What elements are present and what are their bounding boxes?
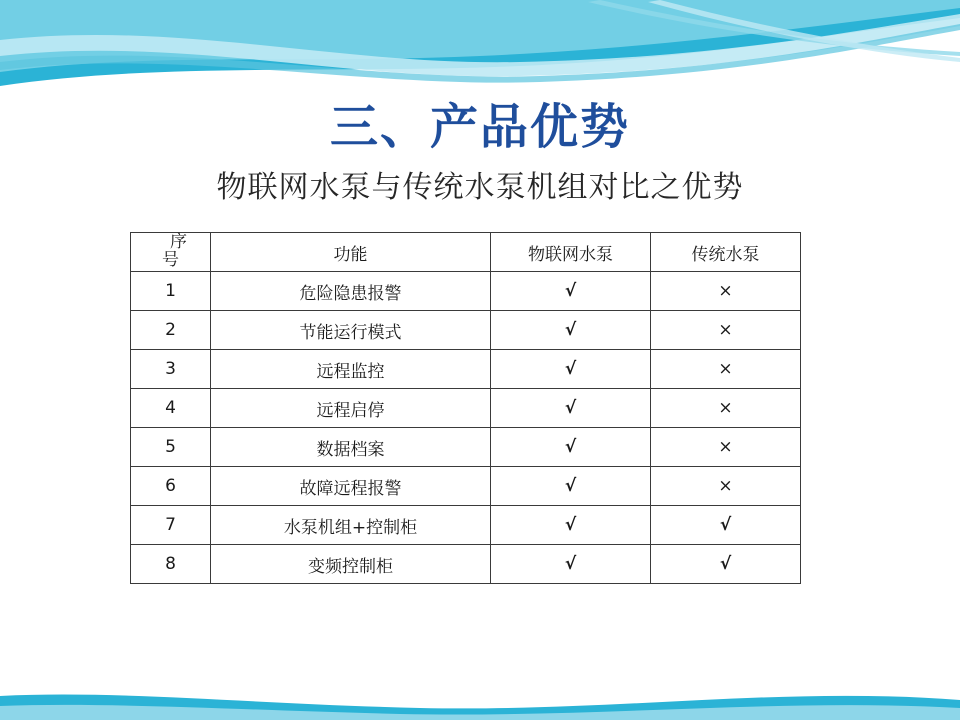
row-traditional-mark: √ xyxy=(651,506,801,545)
bottom-wave-decoration xyxy=(0,650,960,720)
table-row xyxy=(131,467,801,506)
table-row xyxy=(131,428,801,467)
row-traditional-mark: × xyxy=(651,350,801,389)
row-function: 节能运行模式 xyxy=(211,311,491,350)
comparison-table xyxy=(130,232,801,584)
row-function: 危险隐患报警 xyxy=(211,272,491,311)
header-cell-no xyxy=(131,233,211,272)
table-header-row xyxy=(131,233,801,272)
row-function: 数据档案 xyxy=(211,428,491,467)
row-traditional-mark: × xyxy=(651,389,801,428)
row-traditional-mark: √ xyxy=(651,545,801,584)
row-iot-mark: √ xyxy=(491,350,651,389)
row-function: 变频控制柜 xyxy=(211,545,491,584)
row-iot-mark: √ xyxy=(491,389,651,428)
row-iot-mark: √ xyxy=(491,428,651,467)
page-subtitle: 物联网水泵与传统水泵机组对比之优势 xyxy=(216,170,744,205)
table-row xyxy=(131,545,801,584)
header-cell-function: 功能 xyxy=(211,233,491,272)
row-traditional-mark: × xyxy=(651,311,801,350)
row-function: 远程启停 xyxy=(211,389,491,428)
row-function: 水泵机组+控制柜 xyxy=(211,506,491,545)
row-number: 2 xyxy=(131,311,211,350)
header-no-line1: 序 xyxy=(170,232,187,253)
table-row xyxy=(131,272,801,311)
row-iot-mark: √ xyxy=(491,506,651,545)
row-number: 8 xyxy=(131,545,211,584)
table-row xyxy=(131,350,801,389)
table-row xyxy=(131,311,801,350)
page-title: 三、产品优势 xyxy=(329,99,630,155)
row-number: 3 xyxy=(131,350,211,389)
row-number: 4 xyxy=(131,389,211,428)
row-iot-mark: √ xyxy=(491,311,651,350)
table-row xyxy=(131,506,801,545)
table-row xyxy=(131,389,801,428)
row-number: 6 xyxy=(131,467,211,506)
row-number: 5 xyxy=(131,428,211,467)
row-iot-mark: √ xyxy=(491,545,651,584)
header-no-line2: 号 xyxy=(162,250,179,270)
header-cell-traditional-pump: 传统水泵 xyxy=(651,233,801,272)
row-traditional-mark: × xyxy=(651,428,801,467)
row-traditional-mark: × xyxy=(651,272,801,311)
row-iot-mark: √ xyxy=(491,467,651,506)
row-iot-mark: √ xyxy=(491,272,651,311)
row-number: 1 xyxy=(131,272,211,311)
header-cell-iot-pump: 物联网水泵 xyxy=(491,233,651,272)
row-function: 远程监控 xyxy=(211,350,491,389)
row-traditional-mark: × xyxy=(651,467,801,506)
comparison-table-container xyxy=(130,232,800,584)
row-number: 7 xyxy=(131,506,211,545)
row-function: 故障远程报警 xyxy=(211,467,491,506)
